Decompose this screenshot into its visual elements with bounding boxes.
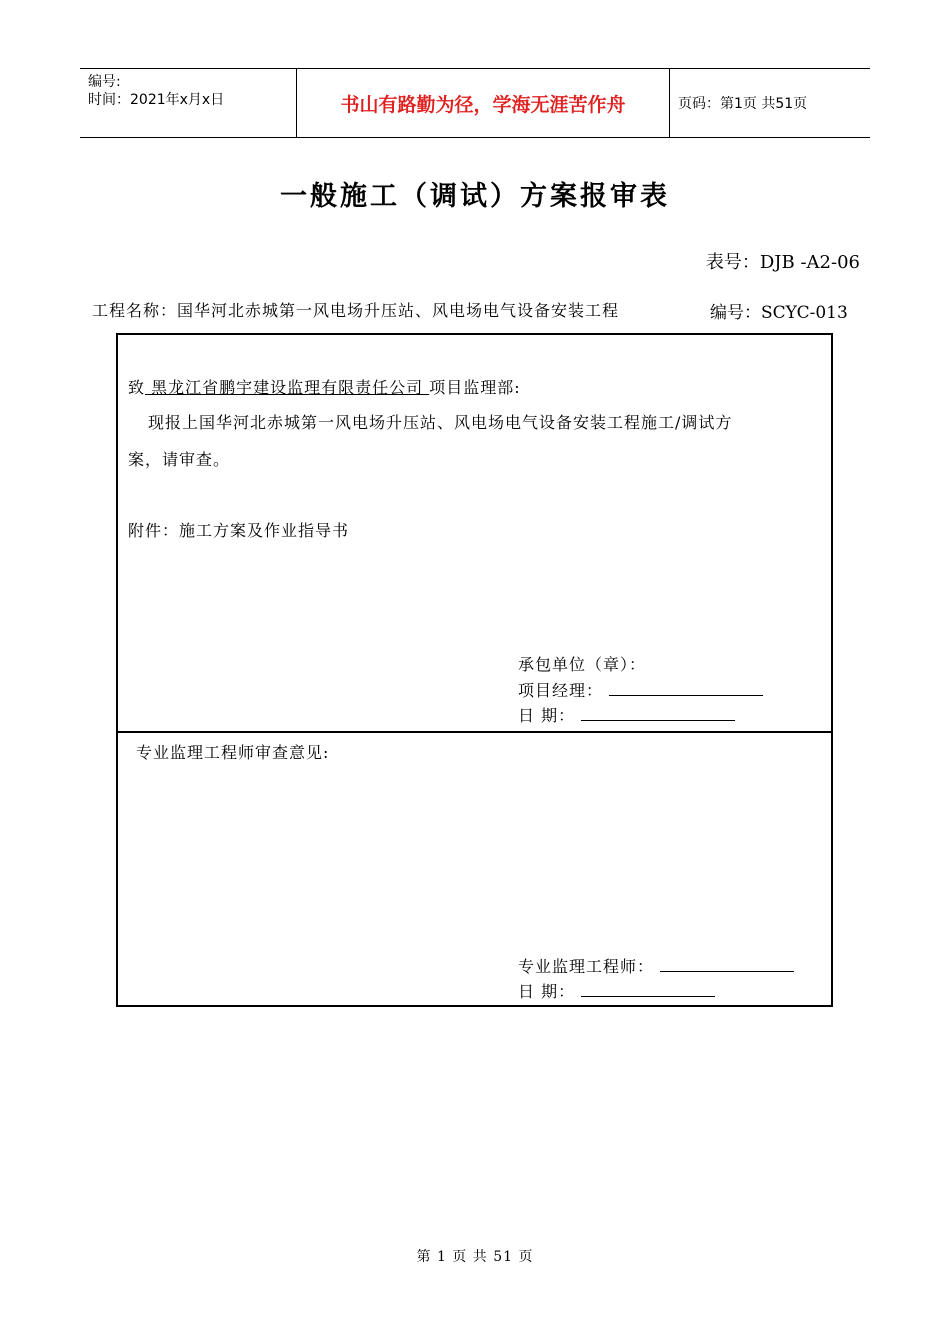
project-number: SCYC-013 <box>761 303 848 323</box>
manager-line <box>518 678 763 701</box>
page-header <box>80 68 870 138</box>
engineer-line <box>518 954 794 977</box>
submission-section <box>118 335 831 733</box>
document-title: 一般施工（调试）方案报审表 <box>280 181 670 212</box>
time-label: 时间：2021年x月x日 <box>88 92 225 108</box>
date-field-2[interactable] <box>581 982 715 997</box>
project-number-line <box>710 298 848 323</box>
project-name-label: 工程名称： <box>92 301 178 320</box>
engineer-signature-field[interactable] <box>660 957 794 972</box>
engineer-label: 专业监理工程师： <box>518 957 655 976</box>
page-footer: 第 1 页 共 51 页 <box>416 1249 534 1265</box>
to-suffix: 项目监理部: <box>429 378 521 397</box>
contractor-label: 承包单位（章）： <box>518 655 647 674</box>
code-label: 编号: <box>88 74 121 90</box>
page-info: 页码：第1页 共51页 <box>678 96 808 112</box>
attachment-line: 附件：施工方案及作业指导书 <box>128 521 350 540</box>
recipient: 黑龙江省鹏宇建设监理有限责任公司 <box>145 378 430 397</box>
body-line-1: 现报上国华河北赤城第一风电场升压站、风电场电气设备安装工程施工/调试方 <box>148 413 733 432</box>
date-label-2: 日 期： <box>518 982 576 1001</box>
header-left-cell <box>80 69 296 137</box>
manager-signature-field[interactable] <box>609 681 763 696</box>
body-line-2: 案，请审查。 <box>128 450 231 469</box>
date-field-1[interactable] <box>581 706 735 721</box>
form-number: 表号：DJB -A2-06 <box>705 252 860 273</box>
date-line-1 <box>518 703 735 726</box>
opinion-label: 专业监理工程师审查意见: <box>136 743 330 762</box>
motto: 书山有路勤为径，学海无涯苦作舟 <box>296 69 670 137</box>
project-number-label: 编号： <box>710 303 761 323</box>
recipient-line <box>128 375 521 398</box>
manager-label: 项目经理： <box>518 681 604 700</box>
date-line-2 <box>518 979 715 1002</box>
date-label-1: 日 期： <box>518 706 576 725</box>
form-box <box>116 333 833 1007</box>
to-prefix: 致 <box>128 378 146 397</box>
project-name-line <box>92 298 619 321</box>
project-name: 国华河北赤城第一风电场升压站、风电场电气设备安装工程 <box>177 301 620 320</box>
